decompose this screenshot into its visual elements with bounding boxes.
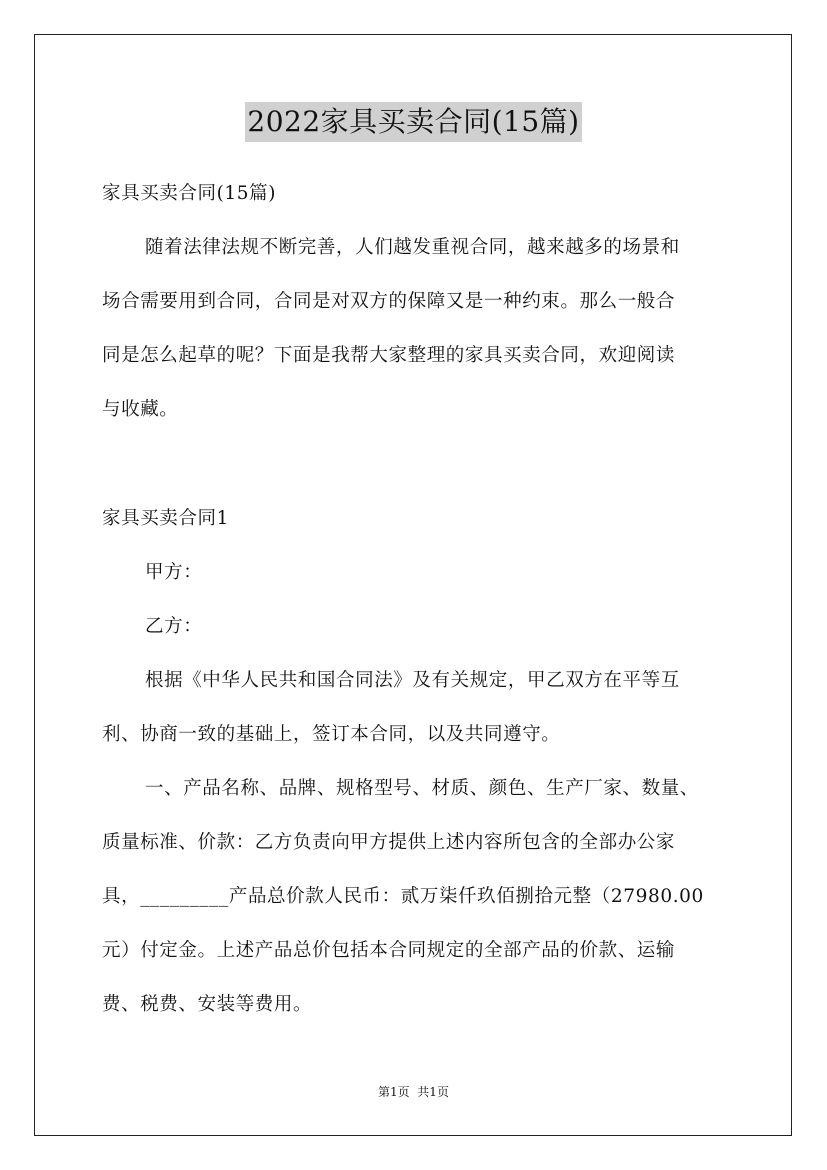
intro-line: 同是怎么起草的呢？下面是我帮大家整理的家具买卖合同，欢迎阅读 bbox=[102, 345, 676, 366]
clause-line: 具，_________产品总价款人民币：贰万柒仟玖佰捌拾元整（27980.00 bbox=[102, 886, 704, 907]
clause-line: 一、产品名称、品牌、规格型号、材质、颜色、生产厂家、数量、 bbox=[145, 778, 699, 799]
intro-line: 场合需要用到合同，合同是对双方的保障又是一种约束。那么一般合 bbox=[102, 291, 676, 312]
basis-line: 根据《中华人民共和国合同法》及有关规定，甲乙双方在平等互 bbox=[145, 670, 680, 691]
page-footer: 第1页 共1页 bbox=[378, 1085, 449, 1099]
title-container bbox=[0, 102, 827, 142]
document-title: 2022家具买卖合同(15篇) bbox=[245, 102, 581, 142]
section-heading: 家具买卖合同1 bbox=[102, 508, 229, 529]
basis-line: 利、协商一致的基础上，签订本合同，以及共同遵守。 bbox=[102, 724, 561, 745]
party-a-label: 甲方： bbox=[145, 562, 203, 583]
party-b-label: 乙方： bbox=[145, 616, 203, 637]
intro-line: 与收藏。 bbox=[102, 399, 179, 420]
clause-line: 费、税费、安装等费用。 bbox=[102, 994, 313, 1015]
subtitle: 家具买卖合同(15篇) bbox=[102, 183, 277, 204]
intro-line: 随着法律法规不断完善，人们越发重视合同，越来越多的场景和 bbox=[145, 237, 680, 258]
clause-line: 质量标准、价款：乙方负责向甲方提供上述内容所包含的全部办公家 bbox=[102, 832, 676, 853]
clause-line: 元）付定金。上述产品总价包括本合同规定的全部产品的价款、运输 bbox=[102, 940, 676, 961]
